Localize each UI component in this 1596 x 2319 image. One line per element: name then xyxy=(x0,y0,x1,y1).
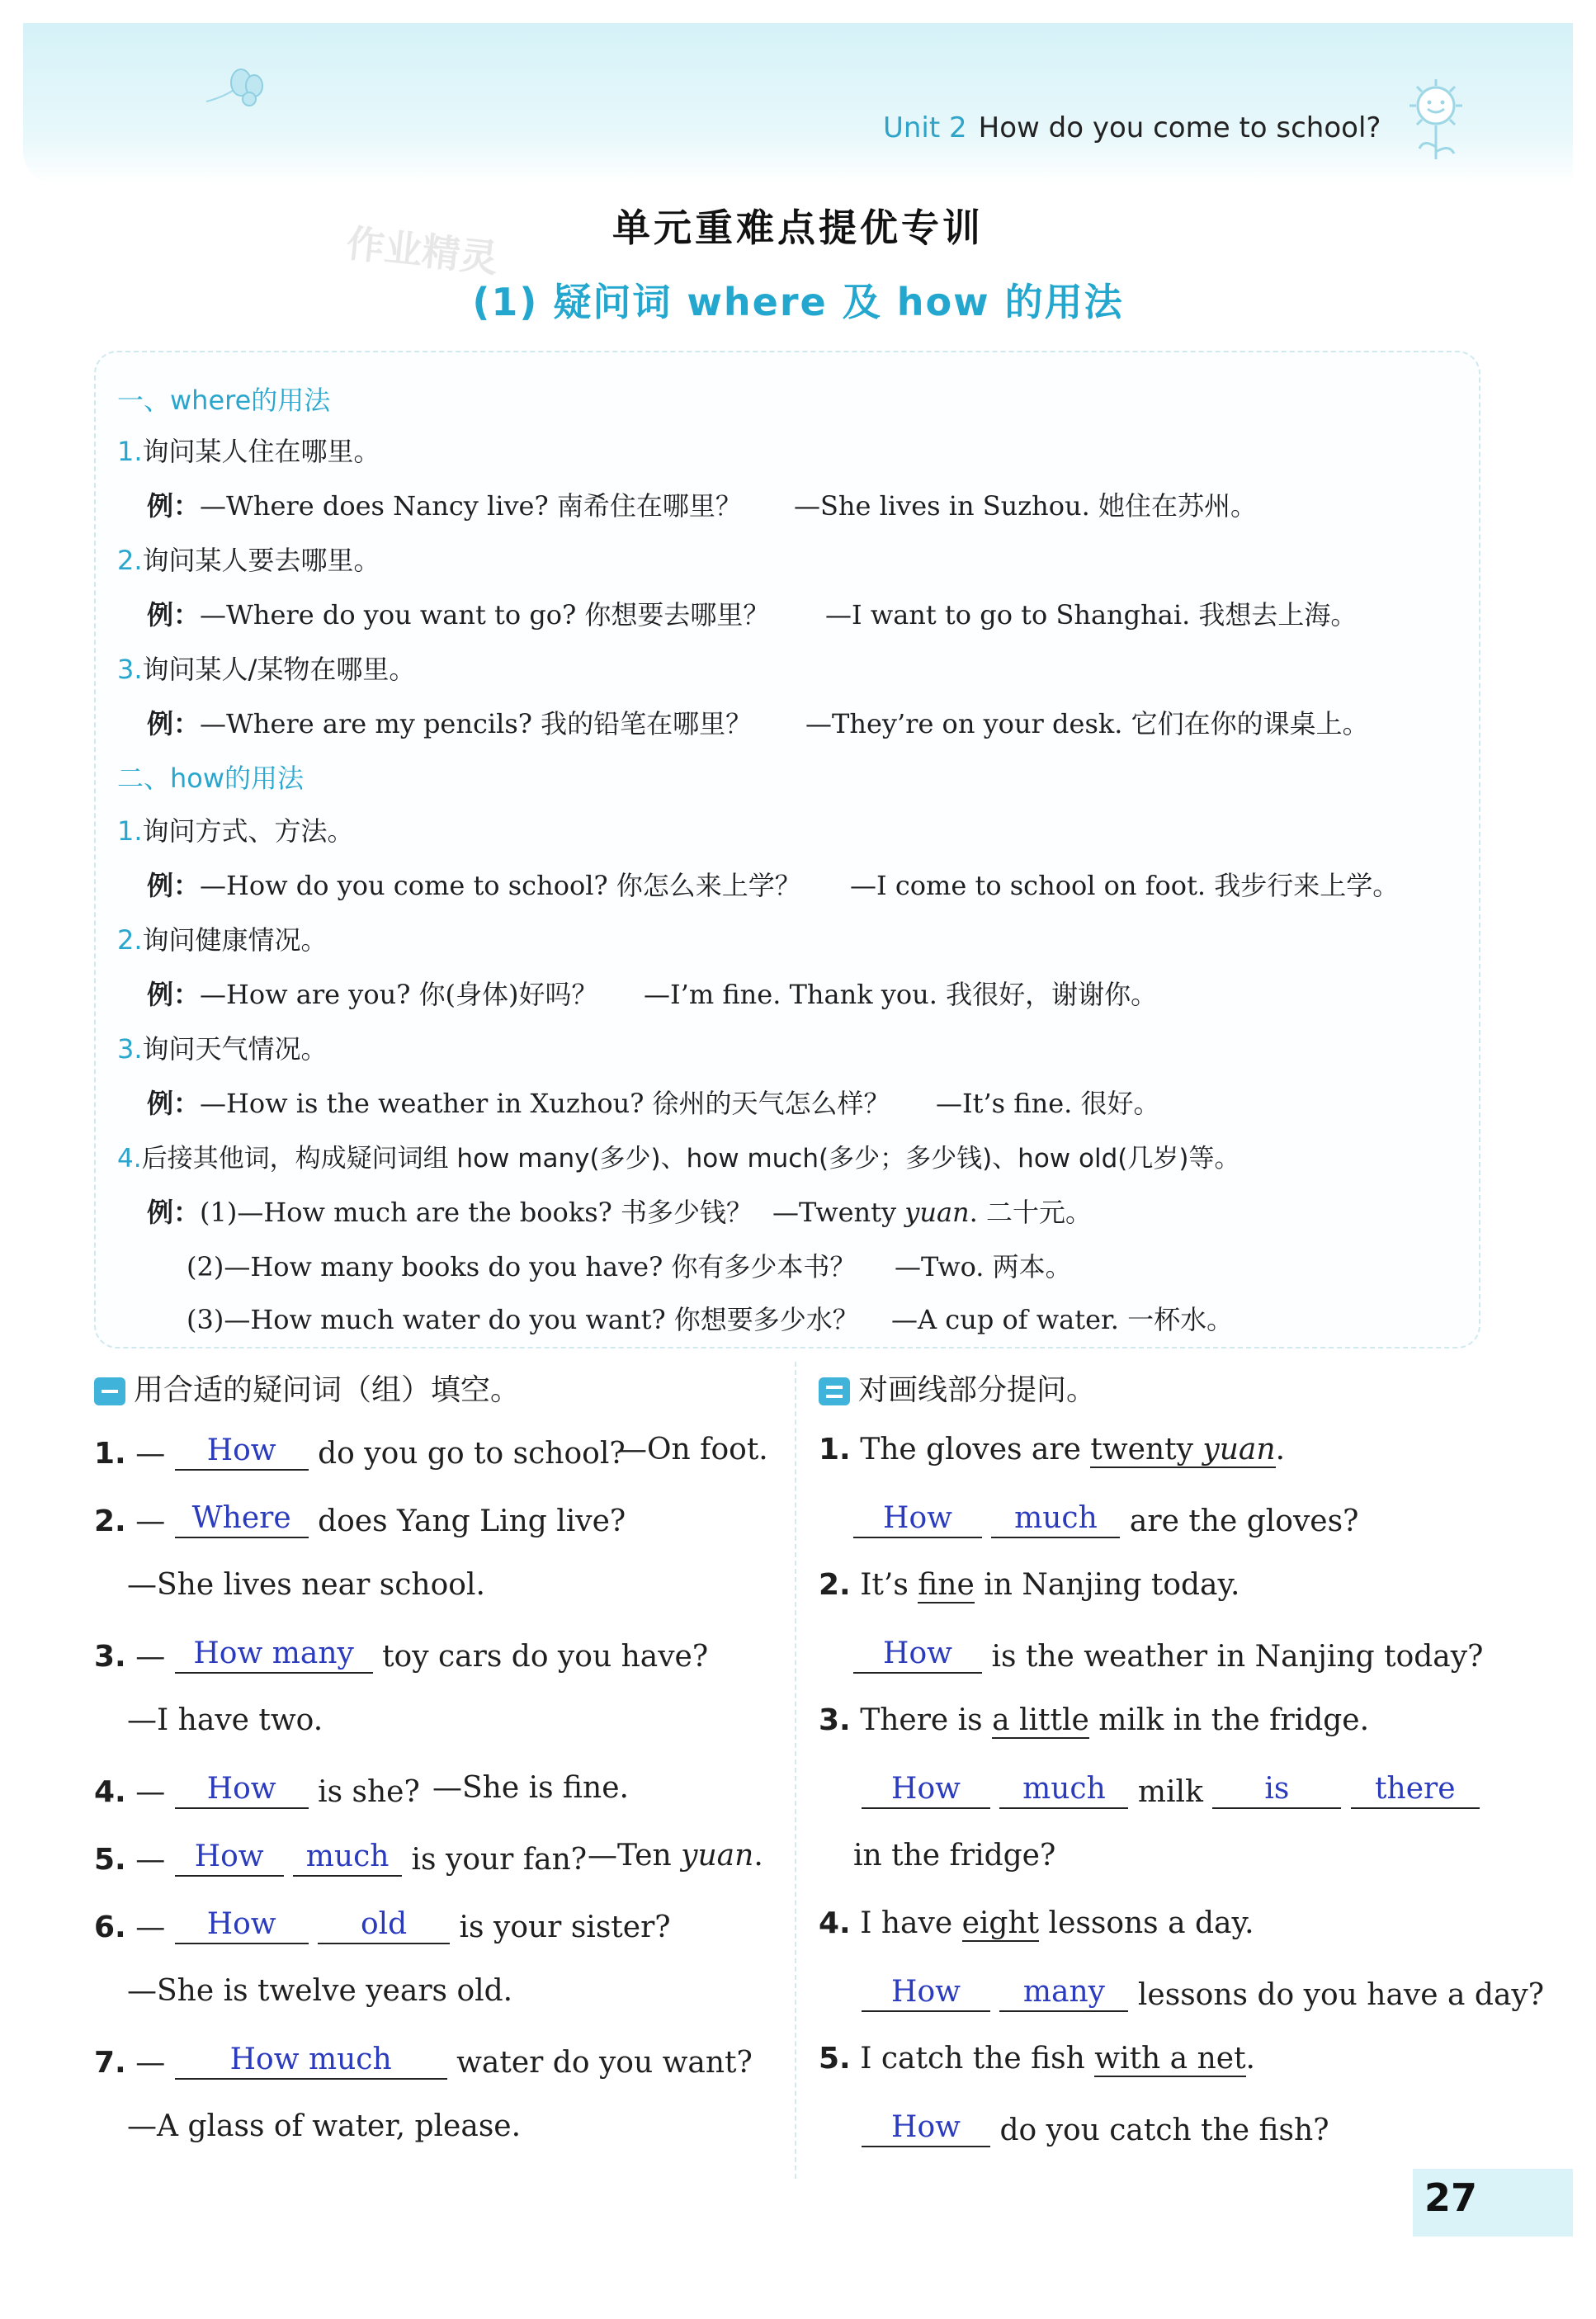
note-number: 1. xyxy=(117,815,143,847)
exercise-1-question-6 xyxy=(94,1906,671,1944)
number-one-icon xyxy=(94,1377,125,1405)
question-text: is the weather in Nanjing today? xyxy=(991,1640,1484,1674)
question-text: does Yang Ling live? xyxy=(318,1504,626,1538)
question-number: 1. xyxy=(819,1433,851,1466)
example-question: —How much water do you want? 你想要多少水？ xyxy=(224,1304,859,1335)
exercise-2-question-4 xyxy=(819,1906,1254,1940)
example-number: (2) xyxy=(187,1251,224,1282)
answer-blank[interactable]: How much xyxy=(175,2042,447,2080)
unit-number: Unit 2 xyxy=(883,111,967,144)
reply-text: —A glass of water, please. xyxy=(127,2109,522,2143)
note-item xyxy=(117,1028,328,1066)
example-label: 例： xyxy=(147,1088,201,1119)
example-question: —Where does Nancy live? 南希住在哪里？ xyxy=(200,490,742,522)
note-number: 2. xyxy=(117,545,143,576)
answer-blank[interactable]: How xyxy=(862,1974,990,2012)
note-item xyxy=(117,649,415,687)
underlined-text: with a net xyxy=(1094,2042,1246,2076)
answer-blank[interactable]: How xyxy=(175,1771,309,1809)
reply-text: —She is twelve years old. xyxy=(127,1974,513,2008)
exercise-2-answer-4 xyxy=(862,1974,1544,2012)
note-text: 后接其他词，构成疑问词组 how many(多少)、how much(多少；多少钱)、how old(几岁)等。 xyxy=(141,1144,1240,1174)
sentence-text: . xyxy=(1275,1433,1286,1466)
dash: — xyxy=(135,1775,166,1809)
question-number: 2. xyxy=(94,1504,126,1538)
note-number: 2. xyxy=(117,924,143,956)
question-text: do you catch the fish? xyxy=(999,2114,1329,2147)
question-number: 3. xyxy=(819,1703,851,1737)
dash: — xyxy=(135,2046,166,2080)
example-label: 例： xyxy=(147,708,201,739)
section-where-title: 一、where的用法 xyxy=(117,385,331,416)
underlined-text: eight xyxy=(961,1906,1040,1940)
note-text: 询问方式、方法。 xyxy=(142,815,354,847)
reply-text: —I have two. xyxy=(127,1703,323,1737)
dash: — xyxy=(135,1437,166,1471)
example-label: 例： xyxy=(147,870,201,901)
question-text: milk xyxy=(1137,1775,1203,1809)
sentence-text: lessons a day. xyxy=(1039,1906,1254,1940)
example-question: —Where do you want to go? 你想要去哪里？ xyxy=(200,599,770,631)
exercise-2-title: 对画线部分提问。 xyxy=(858,1373,1097,1407)
note-text: 询问天气情况。 xyxy=(142,1033,328,1065)
note-number: 3. xyxy=(117,1033,143,1065)
sentence-text: milk in the fridge. xyxy=(1088,1703,1370,1737)
dash: — xyxy=(135,1640,166,1674)
question-text: is your fan? xyxy=(411,1843,588,1877)
example-answer: —It’s fine. 很好。 xyxy=(936,1088,1160,1119)
example-answer: —They’re on your desk. 它们在你的课桌上。 xyxy=(805,708,1369,739)
answer-blank[interactable]: How xyxy=(862,2109,990,2147)
underlined-text: twenty xyxy=(1090,1433,1203,1466)
answer-blank[interactable]: much xyxy=(999,1771,1128,1809)
exercise-2-answer-1 xyxy=(853,1500,1358,1538)
example-line xyxy=(147,485,742,523)
reply-text xyxy=(588,1839,763,1873)
page-number: 27 xyxy=(1424,2175,1478,2220)
note-number: 4. xyxy=(117,1144,142,1174)
example-line xyxy=(147,1192,753,1230)
answer-blank[interactable]: How many xyxy=(175,1636,373,1674)
example-question: —How is the weather in Xuzhou? 徐州的天气怎么样？ xyxy=(200,1088,890,1119)
example-label: 例： xyxy=(147,490,201,522)
exercise-2-question-1 xyxy=(819,1433,1285,1466)
answer-blank[interactable]: How xyxy=(175,1839,284,1877)
dash: — xyxy=(135,1504,166,1538)
answer-blank[interactable]: much xyxy=(293,1839,402,1877)
exercise-1-question-3 xyxy=(94,1636,708,1674)
example-label: 例： xyxy=(147,599,201,631)
question-number: 4. xyxy=(819,1906,851,1940)
question-number: 5. xyxy=(94,1843,126,1877)
example-number: (3) xyxy=(187,1304,224,1335)
example-question: —How do you come to school? 你怎么来上学？ xyxy=(200,870,801,901)
reply-text: —She lives near school. xyxy=(127,1568,485,1602)
answer-text: . 二十元。 xyxy=(969,1197,1092,1228)
question-text: are the gloves? xyxy=(1129,1504,1359,1538)
underlined-text: fine xyxy=(918,1568,975,1602)
sentence-text: in Nanjing today. xyxy=(974,1568,1240,1602)
question-number: 1. xyxy=(94,1437,126,1471)
example-question: —How are you? 你(身体)好吗？ xyxy=(200,979,598,1010)
note-text: 询问某人要去哪里。 xyxy=(142,545,380,576)
example-answer xyxy=(772,1192,1092,1230)
example-line xyxy=(147,703,752,741)
example-line xyxy=(147,1083,890,1121)
exercise-2-heading xyxy=(819,1367,1096,1409)
dash: — xyxy=(135,1910,166,1944)
answer-blank[interactable]: old xyxy=(318,1906,450,1944)
answer-italic: yuan xyxy=(904,1197,970,1228)
question-text: is she? xyxy=(318,1775,420,1809)
question-text: lessons do you have a day? xyxy=(1137,1978,1545,2012)
note-number: 3. xyxy=(117,654,143,685)
exercise-2-answer-3 xyxy=(862,1771,1480,1809)
exercise-1-question-5 xyxy=(94,1839,587,1877)
answer-blank[interactable]: many xyxy=(999,1974,1128,2012)
example-line xyxy=(147,974,598,1012)
example-label: 例： xyxy=(147,979,201,1010)
answer-text: —Twenty xyxy=(772,1197,905,1228)
underlined-part xyxy=(1090,1433,1275,1468)
example-answer: —I want to go to Shanghai. 我想去上海。 xyxy=(825,599,1358,631)
note-item xyxy=(117,919,328,957)
sentence-text: I have xyxy=(860,1906,962,1940)
exercise-2-answer-2 xyxy=(853,1636,1483,1674)
answer-blank[interactable]: How xyxy=(862,1771,990,1809)
note-text: 询问某人住在哪里。 xyxy=(142,436,380,467)
sentence-text: The gloves are xyxy=(860,1433,1091,1466)
reply-text: —She is fine. xyxy=(432,1771,629,1805)
question-text: in the fridge? xyxy=(853,1839,1056,1873)
answer-blank[interactable]: How xyxy=(175,1433,309,1471)
sentence-text: . xyxy=(1245,2042,1255,2076)
exercise-2-answer-5 xyxy=(862,2109,1329,2147)
example-line xyxy=(187,1299,859,1337)
section-how-title: 二、how的用法 xyxy=(117,763,305,794)
answer-blank[interactable]: How xyxy=(853,1636,982,1674)
exercise-1-question-1 xyxy=(94,1433,626,1471)
example-label: 例： xyxy=(147,1197,201,1228)
sun-flower-icon xyxy=(1395,73,1477,163)
example-answer: —I’m fine. Thank you. 我很好，谢谢你。 xyxy=(644,979,1158,1010)
question-text: water do you want? xyxy=(456,2046,753,2080)
butterfly-icon xyxy=(198,64,272,114)
exercise-2-question-5 xyxy=(819,2042,1255,2076)
answer-blank[interactable]: How xyxy=(853,1500,982,1538)
answer-blank[interactable]: is xyxy=(1212,1771,1341,1809)
reply-italic: yuan xyxy=(681,1839,754,1873)
question-text: toy cars do you have? xyxy=(382,1640,709,1674)
example-line xyxy=(147,865,801,903)
question-number: 7. xyxy=(94,2046,126,2080)
note-item xyxy=(117,540,380,578)
example-answer: —I come to school on foot. 我步行来上学。 xyxy=(850,870,1400,901)
sentence-text: I catch the fish xyxy=(860,2042,1095,2076)
reply-part: —Ten xyxy=(588,1839,682,1873)
exercise-1-heading xyxy=(94,1367,520,1409)
note-item xyxy=(117,1137,1239,1174)
reply-text: —On foot. xyxy=(617,1433,768,1466)
underlined-italic: yuan xyxy=(1202,1433,1276,1466)
exercise-1-question-4 xyxy=(94,1771,420,1809)
number-two-icon xyxy=(819,1377,850,1405)
page-title: 单元重难点提优专训 xyxy=(612,205,984,250)
watermark: 作业精灵 xyxy=(344,220,501,281)
answer-blank[interactable]: there xyxy=(1351,1771,1480,1809)
example-question: —How much are the books? 书多少钱？ xyxy=(237,1197,753,1228)
column-divider xyxy=(795,1362,796,2179)
note-number: 1. xyxy=(117,436,143,467)
unit-title: How do you come to school? xyxy=(978,111,1381,144)
answer-blank[interactable]: Where xyxy=(175,1500,309,1538)
exercise-2-question-2 xyxy=(819,1568,1240,1602)
question-number: 6. xyxy=(94,1910,126,1944)
sentence-text: It’s xyxy=(860,1568,918,1602)
question-text: is your sister? xyxy=(459,1910,671,1944)
unit-label xyxy=(883,111,1381,144)
dash: — xyxy=(135,1843,166,1877)
underlined-text: a little xyxy=(992,1703,1089,1737)
note-text: 询问某人/某物在哪里。 xyxy=(142,654,416,685)
question-number: 4. xyxy=(94,1775,126,1809)
question-number: 5. xyxy=(819,2042,851,2076)
answer-blank[interactable]: much xyxy=(991,1500,1120,1538)
example-answer: —Two. 两本。 xyxy=(895,1251,1072,1282)
exercise-1-question-2 xyxy=(94,1500,626,1538)
exercise-2-question-3 xyxy=(819,1703,1369,1737)
question-number: 2. xyxy=(819,1568,851,1602)
example-number: (1) xyxy=(200,1197,238,1228)
exercise-1-question-7 xyxy=(94,2042,753,2080)
reply-part: . xyxy=(753,1839,763,1873)
question-number: 3. xyxy=(94,1640,126,1674)
question-text: do you go to school? xyxy=(318,1437,626,1471)
page-subtitle: (1) 疑问词 where 及 how 的用法 xyxy=(472,280,1124,324)
example-answer: —A cup of water. 一杯水。 xyxy=(891,1304,1234,1335)
note-item xyxy=(117,431,380,469)
note-text: 询问健康情况。 xyxy=(142,924,328,956)
note-item xyxy=(117,810,354,848)
example-answer: —She lives in Suzhou. 她住在苏州。 xyxy=(794,490,1257,522)
sentence-text: There is xyxy=(860,1703,993,1737)
example-question: —How many books do you have? 你有多少本书？ xyxy=(224,1251,857,1282)
example-question: —Where are my pencils? 我的铅笔在哪里？ xyxy=(200,708,753,739)
example-line xyxy=(187,1246,856,1284)
example-line xyxy=(147,594,769,632)
exercise-1-title: 用合适的疑问词（组）填空。 xyxy=(134,1373,521,1407)
answer-blank[interactable]: How xyxy=(175,1906,309,1944)
